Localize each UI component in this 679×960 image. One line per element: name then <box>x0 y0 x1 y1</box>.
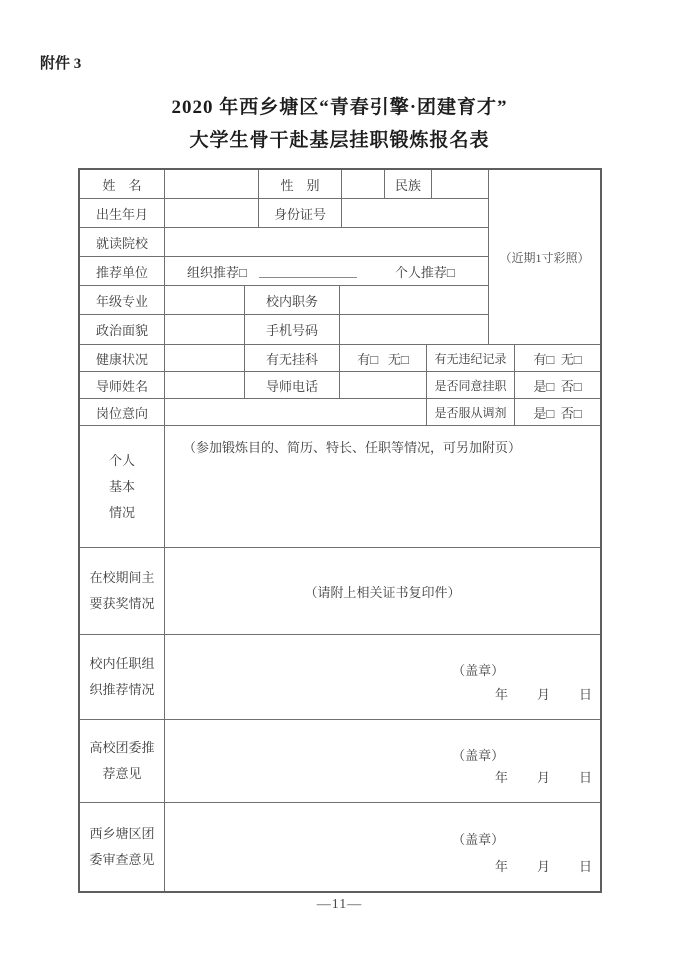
row-recommend-unit <box>80 257 488 286</box>
ethnicity-label: 民族 <box>385 170 432 198</box>
school-label: 就读院校 <box>80 228 165 256</box>
awards-label <box>80 548 165 634</box>
campus-position-value-cell <box>340 286 488 314</box>
political-status-label: 政治面貌 <box>80 315 165 344</box>
health-label: 健康状况 <box>80 345 165 371</box>
personal-basic-label-line2: 基本 <box>108 478 135 494</box>
row-name-gender-ethnicity <box>80 170 488 199</box>
position-intention-value-cell <box>165 399 427 425</box>
campus-org-label <box>80 635 165 719</box>
district-league-section <box>80 803 600 891</box>
mobile-label: 手机号码 <box>245 315 340 344</box>
tutor-phone-value-cell <box>340 372 427 398</box>
district-league-date-year: 年 <box>494 859 508 874</box>
id-number-value-cell <box>342 199 488 227</box>
awards-label-line2: 要获奖情况 <box>89 596 155 611</box>
campus-org-date-year: 年 <box>494 687 508 702</box>
district-league-date <box>495 856 592 875</box>
campus-org-section <box>80 635 600 720</box>
row-grade-major <box>80 286 488 315</box>
personal-basic-content <box>165 426 600 547</box>
personal-basic-label-line1: 个人 <box>108 452 135 468</box>
row-political-mobile <box>80 315 488 344</box>
gender-label: 性 别 <box>259 170 342 198</box>
gender-value-cell <box>342 170 385 198</box>
campus-org-content <box>165 635 600 719</box>
attachment-label: 附件 3 <box>40 56 82 72</box>
university-league-content <box>165 720 600 802</box>
obey-adjustment-label: 是否服从调剂 <box>427 399 515 425</box>
photo-cell: （近期1寸彩照） <box>488 170 600 344</box>
row-tutor <box>80 372 600 399</box>
page-number: —11— <box>316 897 363 912</box>
grade-major-label: 年级专业 <box>80 286 165 314</box>
ethnicity-value-cell <box>432 170 488 198</box>
university-league-label-line2: 荐意见 <box>102 766 142 781</box>
district-league-content <box>165 803 600 891</box>
university-league-date <box>495 767 592 786</box>
personal-recommend-checkbox: 个人推荐□ <box>394 264 455 280</box>
personal-basic-label <box>80 426 165 547</box>
campus-org-stamp: （盖章） <box>452 663 505 679</box>
district-league-stamp: （盖章） <box>452 832 505 848</box>
awards-section <box>80 548 600 635</box>
row-position-intention <box>80 399 600 426</box>
university-league-date-year: 年 <box>494 770 508 785</box>
failed-courses-label: 有无挂科 <box>245 345 340 371</box>
org-recommend-checkbox: 组织推荐□ <box>187 264 247 280</box>
form-title-line1: 2020 年西乡塘区“青春引擎·团建育才” <box>171 97 508 118</box>
university-league-date-month: 月 <box>536 770 550 785</box>
awards-label-line1: 在校期间主 <box>89 570 155 585</box>
basic-info-section <box>80 170 600 345</box>
district-league-label-line2: 委审查意见 <box>89 852 155 867</box>
personal-basic-hint: （参加锻炼目的、简历、特长、任职等情况，可另加附页） <box>183 440 522 455</box>
campus-org-date-day: 日 <box>578 687 592 702</box>
university-league-label <box>80 720 165 802</box>
school-value-cell <box>165 228 488 256</box>
campus-position-label: 校内职务 <box>245 286 340 314</box>
form-title-line2: 大学生骨干赴基层挂职锻炼报名表 <box>189 130 490 151</box>
university-league-stamp: （盖章） <box>452 747 505 763</box>
tutor-name-value-cell <box>165 372 245 398</box>
discipline-record-label: 有无违纪记录 <box>427 345 515 371</box>
health-value-cell <box>165 345 245 371</box>
university-league-section <box>80 720 600 803</box>
birth-label: 出生年月 <box>80 199 165 227</box>
campus-org-label-line1: 校内任职组 <box>89 656 155 671</box>
campus-org-date <box>495 684 592 703</box>
name-value-cell <box>165 170 259 198</box>
row-health <box>80 345 600 372</box>
tutor-agree-options: 是□ 否□ <box>533 378 582 394</box>
grade-major-value-cell <box>165 286 245 314</box>
university-league-date-day: 日 <box>578 770 592 785</box>
personal-basic-label-line3: 情况 <box>108 504 135 520</box>
district-league-date-day: 日 <box>578 859 592 874</box>
personal-basic-section <box>80 426 600 548</box>
campus-org-date-month: 月 <box>536 687 550 702</box>
name-label: 姓 名 <box>80 170 165 198</box>
birth-value-cell <box>165 199 259 227</box>
district-league-date-month: 月 <box>536 859 550 874</box>
district-league-label-line1: 西乡塘区团 <box>89 826 155 841</box>
campus-org-label-line2: 织推荐情况 <box>89 682 155 697</box>
recommend-unit-options <box>165 257 488 285</box>
mobile-value-cell <box>340 315 488 344</box>
id-number-label: 身份证号 <box>259 199 342 227</box>
recommend-unit-label: 推荐单位 <box>80 257 165 285</box>
university-league-label-line1: 高校团委推 <box>89 740 155 755</box>
political-status-value-cell <box>165 315 245 344</box>
tutor-phone-label: 导师电话 <box>245 372 340 398</box>
basic-info-grid <box>80 170 488 344</box>
discipline-record-options: 有□ 无□ <box>533 351 582 367</box>
awards-content <box>165 548 600 634</box>
row-birth-id <box>80 199 488 228</box>
obey-adjustment-options: 是□ 否□ <box>533 405 582 421</box>
awards-hint: （请附上相关证书复印件） <box>304 584 461 600</box>
org-recommend-fill-line <box>259 264 357 278</box>
failed-courses-options: 有□ 无□ <box>340 345 427 371</box>
application-form-table <box>78 168 602 893</box>
row-school <box>80 228 488 257</box>
tutor-agree-label: 是否同意挂职 <box>427 372 515 398</box>
tutor-name-label: 导师姓名 <box>80 372 165 398</box>
position-intention-label: 岗位意向 <box>80 399 165 425</box>
district-league-label <box>80 803 165 891</box>
